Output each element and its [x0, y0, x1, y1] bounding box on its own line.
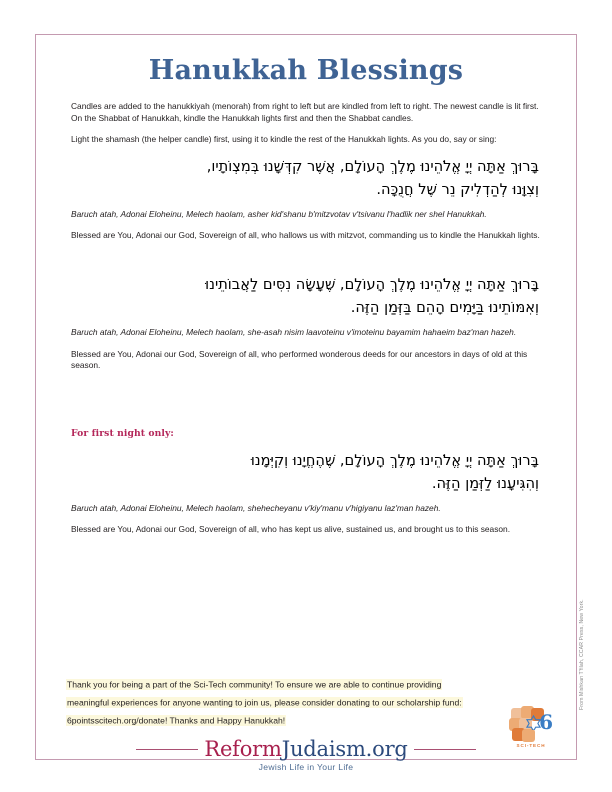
blessing-1-translation: Blessed are You, Adonai our God, Sovereign of all, who hallows us with mitzvot, commanding us to kindle the Hanukkah lights. [71, 230, 540, 241]
reformjudaism-wordmark [204, 738, 407, 761]
blessing-3-translation: Blessed are You, Adonai our God, Sovereign of all, who has kept us alive, sustained us, and brought us to this season. [71, 524, 511, 535]
reformjudaism-logo[interactable] [71, 738, 541, 773]
intro-paragraph-2: Light the shamash (the helper candle) first, using it to kindle the rest of the Hanukkah lights. As you do, say or sing: [71, 134, 497, 145]
blessing-1-hebrew [71, 155, 541, 201]
blessing-2-hebrew-line-1: בָּרוּךְ אַתָּה יְיָ אֱלֹהֵינוּ מֶלֶךְ הָעוֹלָם, שֶׁעָשָׂה נִסִּים לַאֲבוֹתֵינוּ [205, 275, 539, 293]
logo-tagline: Jewish Life in Your Life [258, 762, 354, 772]
donation-callout-line-1 [66, 674, 496, 692]
logo-rule-right [414, 749, 476, 750]
donation-callout [66, 674, 496, 728]
blessing-1-hebrew-line-2: וְצִוָּנוּ לְהַדְלִיק נֵר שֶׁל חֲנֻכָּה. [376, 180, 539, 198]
scitech-hex-mark [509, 706, 553, 742]
source-credit-text: From Mishkan T'filah, CCAR Press, New York. [579, 599, 585, 710]
logo-word-judaism: Judaism.org [281, 737, 408, 761]
logo-rule-left [136, 749, 198, 750]
blessing-3-hebrew-line-1: בָּרוּךְ אַתָּה יְיָ אֱלֹהֵינוּ מֶלֶךְ הָעוֹלָם, שֶׁהֶחֱיָנוּ וְקִיְּמָנוּ [250, 451, 539, 469]
blessing-1-transliteration: Baruch atah, Adonai Eloheinu, Melech haolam, asher kid'shanu b'mitzvotav v'tsivanu l'hadlik ner shel Hanukkah. [71, 208, 487, 219]
intro-paragraph-1: Candles are added to the hanukkiyah (menorah) from right to left but are kindled from left to right. The newest candle is lit first. On the Shabbat of Hanukkah, kindle the Hanukkah lights first and then the Shabbat candles. [71, 101, 539, 123]
page-title: Hanukkah Blessings [148, 55, 464, 86]
reformjudaism-logo-row [71, 738, 541, 761]
document-content [71, 34, 541, 536]
blessing-3-hebrew [71, 449, 541, 495]
first-night-label: For first night only: [71, 427, 174, 439]
intro-section [71, 101, 541, 146]
scitech-wordmark: SCI-TECH [516, 743, 546, 748]
scitech-numeral: 6 [539, 710, 553, 734]
blessing-2-hebrew [71, 273, 541, 319]
donation-callout-text-1: Thank you for being a part of the Sci-Tech community! To ensure we are able to continue providing [67, 679, 442, 689]
donation-callout-text-3: 6pointsscitech.org/donate! Thanks and Happy Hanukkah! [67, 715, 286, 725]
donation-callout-text-2: meaningful experiences for anyone wanting to join us, please consider donating to our scholarship fund: [67, 697, 462, 707]
source-credit [579, 490, 586, 710]
blessing-3-hebrew-line-2: וְהִגִּיעָנוּ לַזְּמַן הַזֶּה. [431, 474, 539, 492]
blessing-3-transliteration: Baruch atah, Adonai Eloheinu, Melech haolam, shehecheyanu v'kiy'manu v'higiyanu laz'man hazeh. [71, 502, 441, 513]
logo-word-reform: Reform [204, 737, 282, 761]
blessing-2-hebrew-line-2: וְאִמּוֹתֵינוּ בַּיָּמִים הָהֵם בַּזְּמַן הַזֶּה. [350, 298, 539, 316]
blessing-2-translation: Blessed are You, Adonai our God, Sovereign of all, who performed wonderous deeds for our ancestors in days of old at this season. [71, 348, 528, 371]
blessing-2-transliteration: Baruch atah, Adonai Eloheinu, Melech haolam, she-asah nisim laavoteinu v'imoteinu bayamim hahaeim baz'man hazeh. [71, 326, 517, 337]
blessing-1-hebrew-line-1: בָּרוּךְ אַתָּה יְיָ אֱלֹהֵינוּ מֶלֶךְ הָעוֹלָם, אֲשֶׁר קִדְּשָׁנוּ בְּמִצְוֹתָיו, [206, 157, 539, 175]
donation-callout-line-2 [66, 692, 496, 710]
donation-callout-line-3 [66, 710, 496, 728]
